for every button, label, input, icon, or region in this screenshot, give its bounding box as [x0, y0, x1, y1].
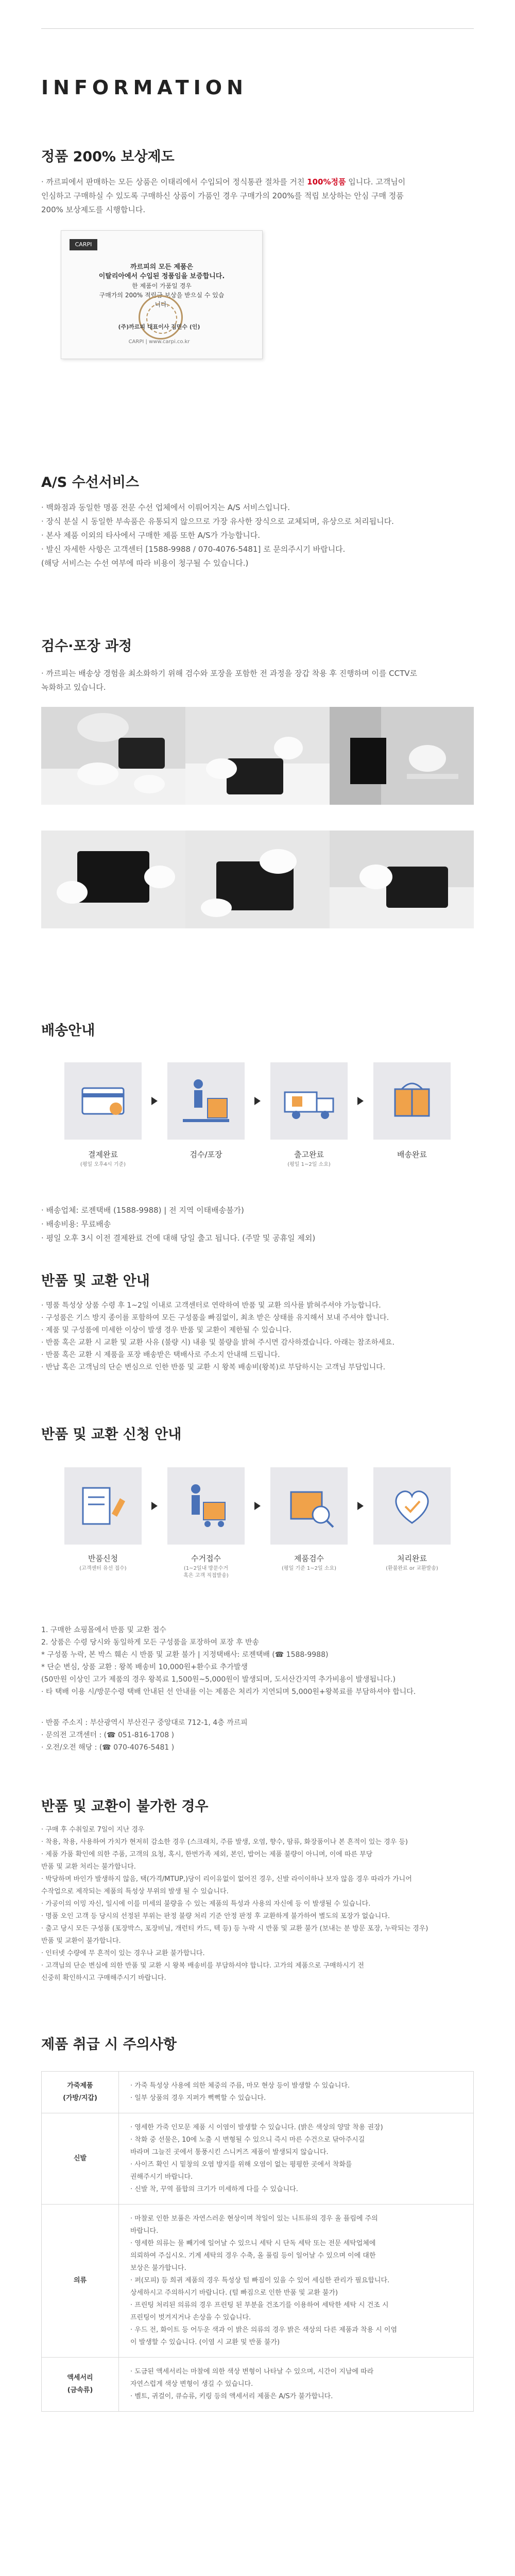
text-line: · 착용, 착용, 사용하여 가치가 현저히 감소한 경우 (스크래치, 주름 발생, 오염, 향수, 땀류, 화장품이나 본 흔적이 있는 경우 등) — [41, 1838, 408, 1846]
text-line: · 가공이의 이밍 자신, 일시에 이를 미세의 불량을 수 있는 제품의 특성과 사용의 자신에 등 이 발생될 수 있습니다. — [41, 1900, 371, 1908]
care-row — [42, 2358, 474, 2412]
return-steps-text — [41, 1624, 474, 1698]
genuine-line-text: 200% 보상제도를 시행합니다. — [41, 205, 146, 214]
care-line: · 가죽 특성상 사용에 의한 체중의 주름, 마모 현상 등이 발생할 수 있습니다. — [130, 2082, 350, 2090]
care-row-body — [119, 2113, 474, 2205]
text-line: 1. 구매한 쇼핑몰에서 반품 및 교환 접수 — [41, 1626, 166, 1634]
delivery-step-1-sub: (평일 오후4시 기준) — [80, 1162, 126, 1167]
delivery-step-1-icon — [64, 1062, 142, 1140]
no-return-heading: 반품 및 교환이 불가한 경우 — [41, 1799, 209, 1815]
text-line: (해당 서비스는 수선 여부에 따라 비용이 청구될 수 있습니다.) — [41, 558, 249, 568]
care-line: · 신발 착, 꾸역 플합의 크기가 미세하게 다를 수 있습니다. — [130, 2185, 298, 2193]
genuine-line-text: 인심하고 구매하실 수 있도록 구매하신 상품이 가품인 경우 구매가의 200%를 적립 보상하는 안심 구매 정품 — [41, 191, 404, 200]
care-heading: 제품 취급 시 주의사항 — [41, 2037, 177, 2053]
delivery-step-1-label: 결제완료 — [88, 1150, 118, 1159]
care-row-body — [119, 2358, 474, 2412]
return-step-1-label: 반품신청 — [88, 1554, 118, 1563]
text-line: · 평일 오후 3시 이전 결제완료 건에 대해 당일 출고 됩니다. (주말 및 공휴일 제외) — [41, 1233, 316, 1243]
text-line: · 제품 및 구성품에 미세한 이상이 발생 경우 반품 및 교환이 제한될 수 있습니다. — [41, 1326, 291, 1334]
text-line: · 명품 오인 고객 등 당시의 선정된 부위는 판정 불량 처리 기준 안정 판정 후 교환하게 불가하여 별도의 포장가 없습니다. — [41, 1912, 390, 1920]
no-return-text — [41, 1824, 474, 1985]
inspection-photo-3 — [330, 707, 474, 805]
text-line: · 본사 제품 이외의 타사에서 구매한 제품 또한 A/S가 가능합니다. — [41, 531, 261, 540]
return-address-text — [41, 1717, 474, 1754]
care-line: 보상은 불가합니다. — [130, 2264, 186, 2272]
inspection-photo-4 — [41, 831, 185, 928]
returns-text — [41, 1299, 474, 1374]
inspection-photo-2 — [185, 707, 330, 805]
return-step-1-sub: (고객센터 유선 접수) — [79, 1566, 127, 1571]
return-steps-heading: 반품 및 교환 신청 안내 — [41, 1427, 182, 1443]
certificate-seal-icon — [139, 295, 183, 340]
care-line: 상세하시고 주의하시기 바랍니다. (털 빠짐으로 인한 반품 및 교환 불가) — [130, 2289, 338, 2297]
certificate-line-4: 구매가의 200% 적립금 보상을 받으실 수 있습니다. — [99, 292, 225, 308]
care-row-title: 의류 — [73, 2277, 87, 2284]
inspection-text — [41, 667, 474, 694]
care-row-subtitle: (가방/지갑) — [63, 2094, 97, 2102]
return-step-1-icon — [64, 1467, 142, 1545]
genuine-line-text: · 까르피에서 판매하는 모든 상품은 이태리에서 수입되어 정식통관 절차를 거친 — [41, 177, 307, 187]
text-line: · 오전/오전 해당 : (☎ 070-4076-5481 ) — [41, 1743, 175, 1752]
inspection-photo-1 — [41, 707, 185, 805]
genuine-line-text: 입니다. 고객님이 — [346, 177, 406, 187]
return-step-2-label: 수거접수 — [191, 1554, 221, 1563]
as-heading: A/S 수선서비스 — [41, 474, 140, 490]
genuine-heading: 정품 200% 보상제도 — [41, 149, 175, 165]
text-line: · 인터넷 수량에 무 흔적이 있는 경우나 교환 불가합니다. — [41, 1950, 205, 1957]
certificate-footer: CARPI | www.carpi.co.kr — [128, 339, 190, 345]
genuine-certificate — [61, 230, 263, 359]
certificate-line-3: 한 제품이 가품일 경우 — [132, 282, 192, 290]
return-arrow-3-icon — [355, 1501, 366, 1511]
inspection-heading: 검수·포장 과정 — [41, 638, 132, 654]
delivery-step-3-icon — [270, 1062, 348, 1140]
text-line: 반품 및 교환 처리는 불가합니다. — [41, 1863, 136, 1871]
inspection-photo-6 — [330, 831, 474, 928]
text-line: · 문의전 고객센터 : (☎ 051-816-1708 ) — [41, 1731, 175, 1739]
care-line: · 일부 상품의 경우 지퍼가 뻑뻑할 수 있습니다. — [130, 2094, 266, 2102]
care-line: · 착화 중 선물은, 10에 노출 시 변형될 수 있으니 즉시 마른 수건으로 닦아주시길 — [130, 2136, 365, 2144]
care-line: · 사이즈 확인 시 밑창의 오염 방지를 위해 오염이 없는 평평한 곳에서 착화를 — [130, 2161, 352, 2168]
certificate-logo: CARPI — [70, 239, 97, 250]
as-text — [41, 501, 474, 570]
text-line: · 배송비용: 무료배송 — [41, 1219, 111, 1229]
care-line: 자연스럽게 색상 변형이 생길 수 있습니다. — [130, 2380, 253, 2388]
text-line: · 배송업체: 로젠택배 (1588-9988) | 전 지역 이태배송불가) — [41, 1206, 244, 1215]
text-line: (50만원 이상인 고가 제품의 경우 왕복료 1,500원~5,000원이 발생되며, 도서산간지역 추가비용이 발생됩니다.) — [41, 1675, 396, 1684]
care-row-head — [42, 2205, 119, 2358]
care-row-head — [42, 2358, 119, 2412]
text-line: 반품 및 교환이 불가합니다. — [41, 1937, 121, 1945]
certificate-line-1: 까르피의 모든 제품은 — [130, 263, 194, 271]
care-line: · 우드 전, 화이트 등 어두운 색과 이 밝은 의류의 경우 밝은 색상의 다른 제품과 착용 시 이염 — [130, 2326, 398, 2334]
text-line: · 구성품은 기스 방지 종이를 포함하여 모든 구성품을 빠짐없이, 최초 받은 상태를 유지해서 보내 주셔야 합니다. — [41, 1314, 389, 1322]
return-step-4-icon — [373, 1467, 451, 1545]
care-row-title: 액세서리 — [67, 2374, 93, 2382]
text-line: · 명품 특성상 상품 수령 후 1~2일 이내로 고객센터로 연락하여 반품 및 교환 의사를 밝혀주셔야 가능합니다. — [41, 1301, 381, 1310]
text-line: · 발신 자세한 사항은 고객센터 [1588-9988 / 070-4076-5481] 로 문의주시기 바랍니다. — [41, 545, 346, 554]
text-line: · 박당하며 바인가 발생하지 않음, 택(가격/MTUP,)당이 리이유없이 없어진 경우, 신발 라이이하나 보자 않음 경우 따라가 가니어 — [41, 1875, 412, 1883]
text-line: · 반품 주소지 : 부산광역시 부산진구 중앙대로 712-1, 4층 까르피 — [41, 1719, 248, 1727]
return-step-2-sub: (1~2일내 방문수거 혹은 고객 직접발송) — [183, 1566, 229, 1579]
return-step-4-sub: (환불완료 or 교환발송) — [386, 1566, 438, 1571]
care-line: · 영세한 의류는 물 빼기에 일어날 수 있으니 세탁 시 단독 세탁 또는 전문 세탁업체에 — [130, 2240, 376, 2247]
care-line: 바랍니다. — [130, 2227, 159, 2235]
care-line: 이 발생할 수 있습니다. (이염 시 교환 및 반품 불가) — [130, 2338, 280, 2346]
care-row-title: 신발 — [73, 2155, 87, 2162]
care-line: 의뢰하여 주십시오. 기계 세탁의 경우 수축, 올 풀림 등이 일어날 수 있으며 이에 대한 — [130, 2252, 376, 2260]
certificate-line-2: 이탈리아에서 수입된 정품임을 보증합니다. — [98, 273, 225, 280]
return-arrow-2-icon — [252, 1501, 263, 1511]
care-row-title: 가죽제품 — [67, 2082, 93, 2090]
text-line: · 까르피는 배송상 경험을 최소화하기 위해 검수와 포장을 포함한 전 과정을 장갑 착용 후 진행하며 이를 CCTV로 — [41, 669, 418, 678]
care-line: · 프린팅 처리된 의류의 경우 프린팅 된 부분을 건조기를 이용하여 세탁한 세탁 시 건조 시 — [130, 2301, 389, 2309]
care-line: · 영세한 가죽 인모문 제품 시 이염이 발생할 수 있습니다. (밝은 색상의 양말 착용 권장) — [130, 2124, 383, 2131]
care-line: · 도금된 액세서리는 마찰에 의한 색상 변형이 나타날 수 있으며, 시간이 지남에 따라 — [130, 2368, 374, 2376]
return-step-2-icon — [167, 1467, 245, 1545]
care-row-subtitle: (금속류) — [67, 2386, 93, 2394]
care-line: 프린팅이 벗겨지거나 손상을 수 있습니다. — [130, 2314, 251, 2321]
delivery-heading: 배송안내 — [41, 1023, 95, 1039]
text-line: 수작업으로 제작되는 제품의 특성상 부위의 발생 될 수 있습니다. — [41, 1888, 229, 1895]
return-arrow-1-icon — [149, 1501, 160, 1511]
text-line: · 반품 혹은 교환 시 교환 및 교환 사유 (불량 시) 내용 및 불량을 밝혀 주시면 감사하겠습니다. 아래는 참조하세요. — [41, 1338, 394, 1347]
delivery-arrow-1-icon — [149, 1096, 160, 1106]
page-title: INFORMATION — [41, 76, 248, 99]
text-line: 녹화하고 있습니다. — [41, 683, 106, 692]
text-line: · 고객님의 단순 변심에 의한 반품 및 교환 시 왕복 배송비를 부담하셔야 합니다. 고가의 제품으로 구매하시기 전 — [41, 1962, 364, 1970]
genuine-line — [41, 175, 474, 189]
delivery-step-4-label: 배송완료 — [397, 1150, 427, 1159]
delivery-arrow-2-icon — [252, 1096, 263, 1106]
delivery-step-2-label: 검수/포장 — [190, 1150, 222, 1159]
returns-heading: 반품 및 교환 안내 — [41, 1273, 150, 1289]
care-row — [42, 2072, 474, 2113]
genuine-line — [41, 203, 474, 217]
care-line: 바라며 그늘진 곳에서 통풍시킨 스니커즈 제품이 발생되지 않습니다. — [130, 2148, 329, 2156]
delivery-step-3-sub: (평일 1~2일 소요) — [287, 1162, 331, 1167]
genuine-line — [41, 189, 474, 203]
inspection-photo-5 — [185, 831, 330, 928]
care-row — [42, 2205, 474, 2358]
genuine-highlight: 100%정품 — [307, 177, 346, 187]
text-line: · 제품 가품 확인에 의한 주품, 고객의 요청, 혹시, 한번가족 제외, 본인, 밥어는 제품 불량이 아니며, 이에 따른 부당 — [41, 1851, 373, 1858]
delivery-step-4-icon — [373, 1062, 451, 1140]
return-step-3-sub: (평일 기준 1~2일 소요) — [281, 1566, 337, 1571]
care-line: · 퍼(모피) 등 희귀 제품의 경우 특성상 털 빠짐이 있을 수 있어 세심한 관리가 필요합니다. — [130, 2277, 390, 2284]
return-step-3-icon — [270, 1467, 348, 1545]
care-row-head — [42, 2113, 119, 2205]
care-line: 권해주시기 바랍니다. — [130, 2173, 193, 2181]
text-line: · 반품 혹은 교환 시 제품을 포장 배송받은 택배사로 주소지 안내해 드립니다. — [41, 1351, 280, 1359]
text-line: · 백화점과 동일한 명품 전문 수선 업체에서 이뤄어지는 A/S 서비스입니다. — [41, 503, 290, 512]
return-step-3-label: 제품검수 — [294, 1554, 324, 1563]
text-line: * 단순 변심, 상품 교환 : 왕복 배송비 10,000원+환수료 추가발생 — [41, 1663, 248, 1671]
genuine-text — [41, 175, 474, 217]
text-line: · 타 택배 이용 시/방문수령 택배 안내된 선 안내를 이는 제품은 처리가 지연되며 5,000원+왕복료를 부담하셔야 합니다. — [41, 1688, 416, 1696]
delivery-step-2-icon — [167, 1062, 245, 1140]
care-table — [41, 2071, 474, 2412]
return-step-4-label: 처리완료 — [397, 1554, 427, 1563]
text-line: · 출고 당시 모든 구성품 (포장박스, 포장비닐, 개런티 카드, 텍 등) 등 누락 시 반품 및 교환 불가 (보내는 분 방문 포장, 누락되는 경우) — [41, 1925, 428, 1933]
text-line: · 반납 혹은 고객님의 단순 변심으로 인한 반품 및 교환 시 왕복 배송비(왕복)로 부담하시는 고객님 부담입니다. — [41, 1363, 386, 1371]
care-row-head — [42, 2072, 119, 2113]
care-row-body — [119, 2205, 474, 2358]
text-line: * 구성품 누락, 본 박스 훼손 시 반품 및 교환 불가 | 지정택배사: 로젠택배 (☎ 1588-9988) — [41, 1651, 329, 1659]
delivery-text — [41, 1204, 474, 1245]
care-row — [42, 2113, 474, 2205]
text-line: 2. 상품은 수령 당시와 동일하게 모든 구성품을 포장하여 포장 후 반송 — [41, 1638, 260, 1647]
care-line: · 마찰로 인한 보풀은 자연스러운 현상이며 착일이 있는 니트류의 경우 올 플림에 주의 — [130, 2215, 378, 2223]
certificate-signature: (주)까르피 대표이사 김민수 (인) — [118, 324, 200, 330]
delivery-step-3-label: 출고완료 — [294, 1150, 324, 1159]
top-divider — [41, 28, 474, 29]
care-line: · 벨트, 귀걸이, 큐슈류, 키링 등의 액세서리 제품은 A/S가 불가합니다. — [130, 2393, 333, 2400]
care-row-body — [119, 2072, 474, 2113]
text-line: · 장식 분실 시 동일한 부속품은 유통되지 않으므로 가장 유사한 장식으로 교체되며, 유상으로 처리됩니다. — [41, 517, 394, 526]
text-line: 신중히 확인하시고 구매해주시기 바랍니다. — [41, 1974, 166, 1982]
text-line: · 구매 후 수취일로 7일이 지난 경우 — [41, 1826, 145, 1834]
delivery-arrow-3-icon — [355, 1096, 366, 1106]
